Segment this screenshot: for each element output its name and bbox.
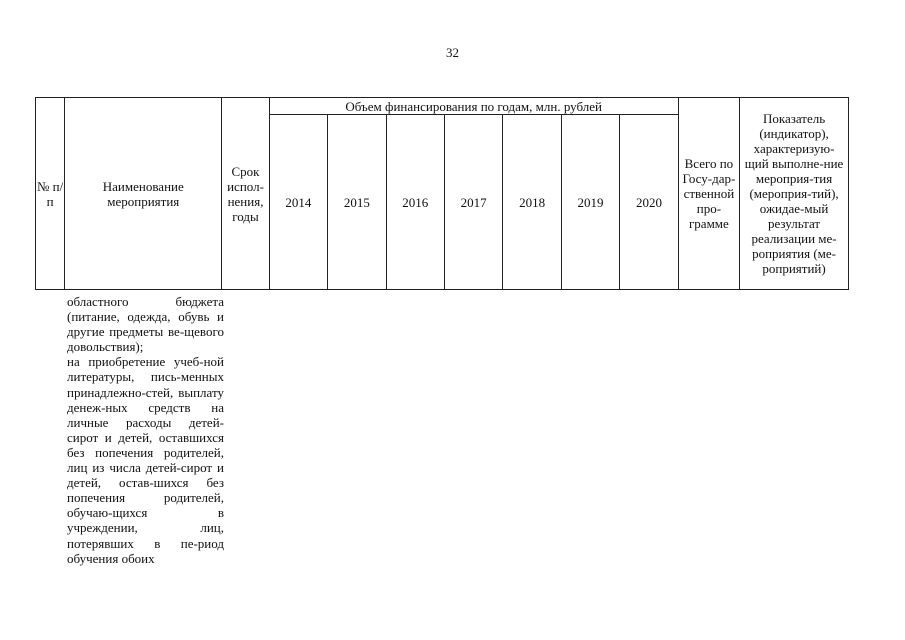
col-header-year: 2016: [386, 115, 444, 290]
col-header-year: 2020: [620, 115, 678, 290]
col-header-indicator: Показатель (индикатор), характеризую-щий выполне-ние мероприя-тия (мероприя-тий), ожидае-мый результат реализации ме-роприятия (ме-роприятий): [740, 98, 849, 290]
col-header-term: Срок испол-нения, годы: [222, 98, 269, 290]
col-header-name: Наименование мероприятия: [65, 98, 222, 290]
col-header-year: 2019: [561, 115, 619, 290]
page-number: 32: [446, 45, 459, 60]
col-header-funding: Объем финансирования по годам, млн. рублей: [269, 98, 678, 115]
col-header-year: 2018: [503, 115, 561, 290]
description-paragraph: на приобретение учеб-ной литературы, пись-менных принадлежно-стей, выплату денеж-ных средств на личные расходы детей-сирот и детей, оставшихся без попечения родителей, лиц из числа детей-сирот и детей, остав-шихся без попечения родителей, обучаю-щихся в учреждении, лиц, потерявших в пе-риод обучения обоих: [67, 354, 224, 566]
col-header-number: № п/п: [36, 98, 65, 290]
col-header-total: Всего по Госу-дар-ственной про-грамме: [678, 98, 739, 290]
col-header-year: 2014: [269, 115, 327, 290]
measure-description: [67, 294, 224, 566]
col-header-year: 2017: [444, 115, 502, 290]
funding-table-header: [35, 97, 849, 290]
description-paragraph: областного бюджета (питание, одежда, обувь и другие предметы ве-щевого довольствия);: [67, 294, 224, 355]
col-header-year: 2015: [328, 115, 386, 290]
